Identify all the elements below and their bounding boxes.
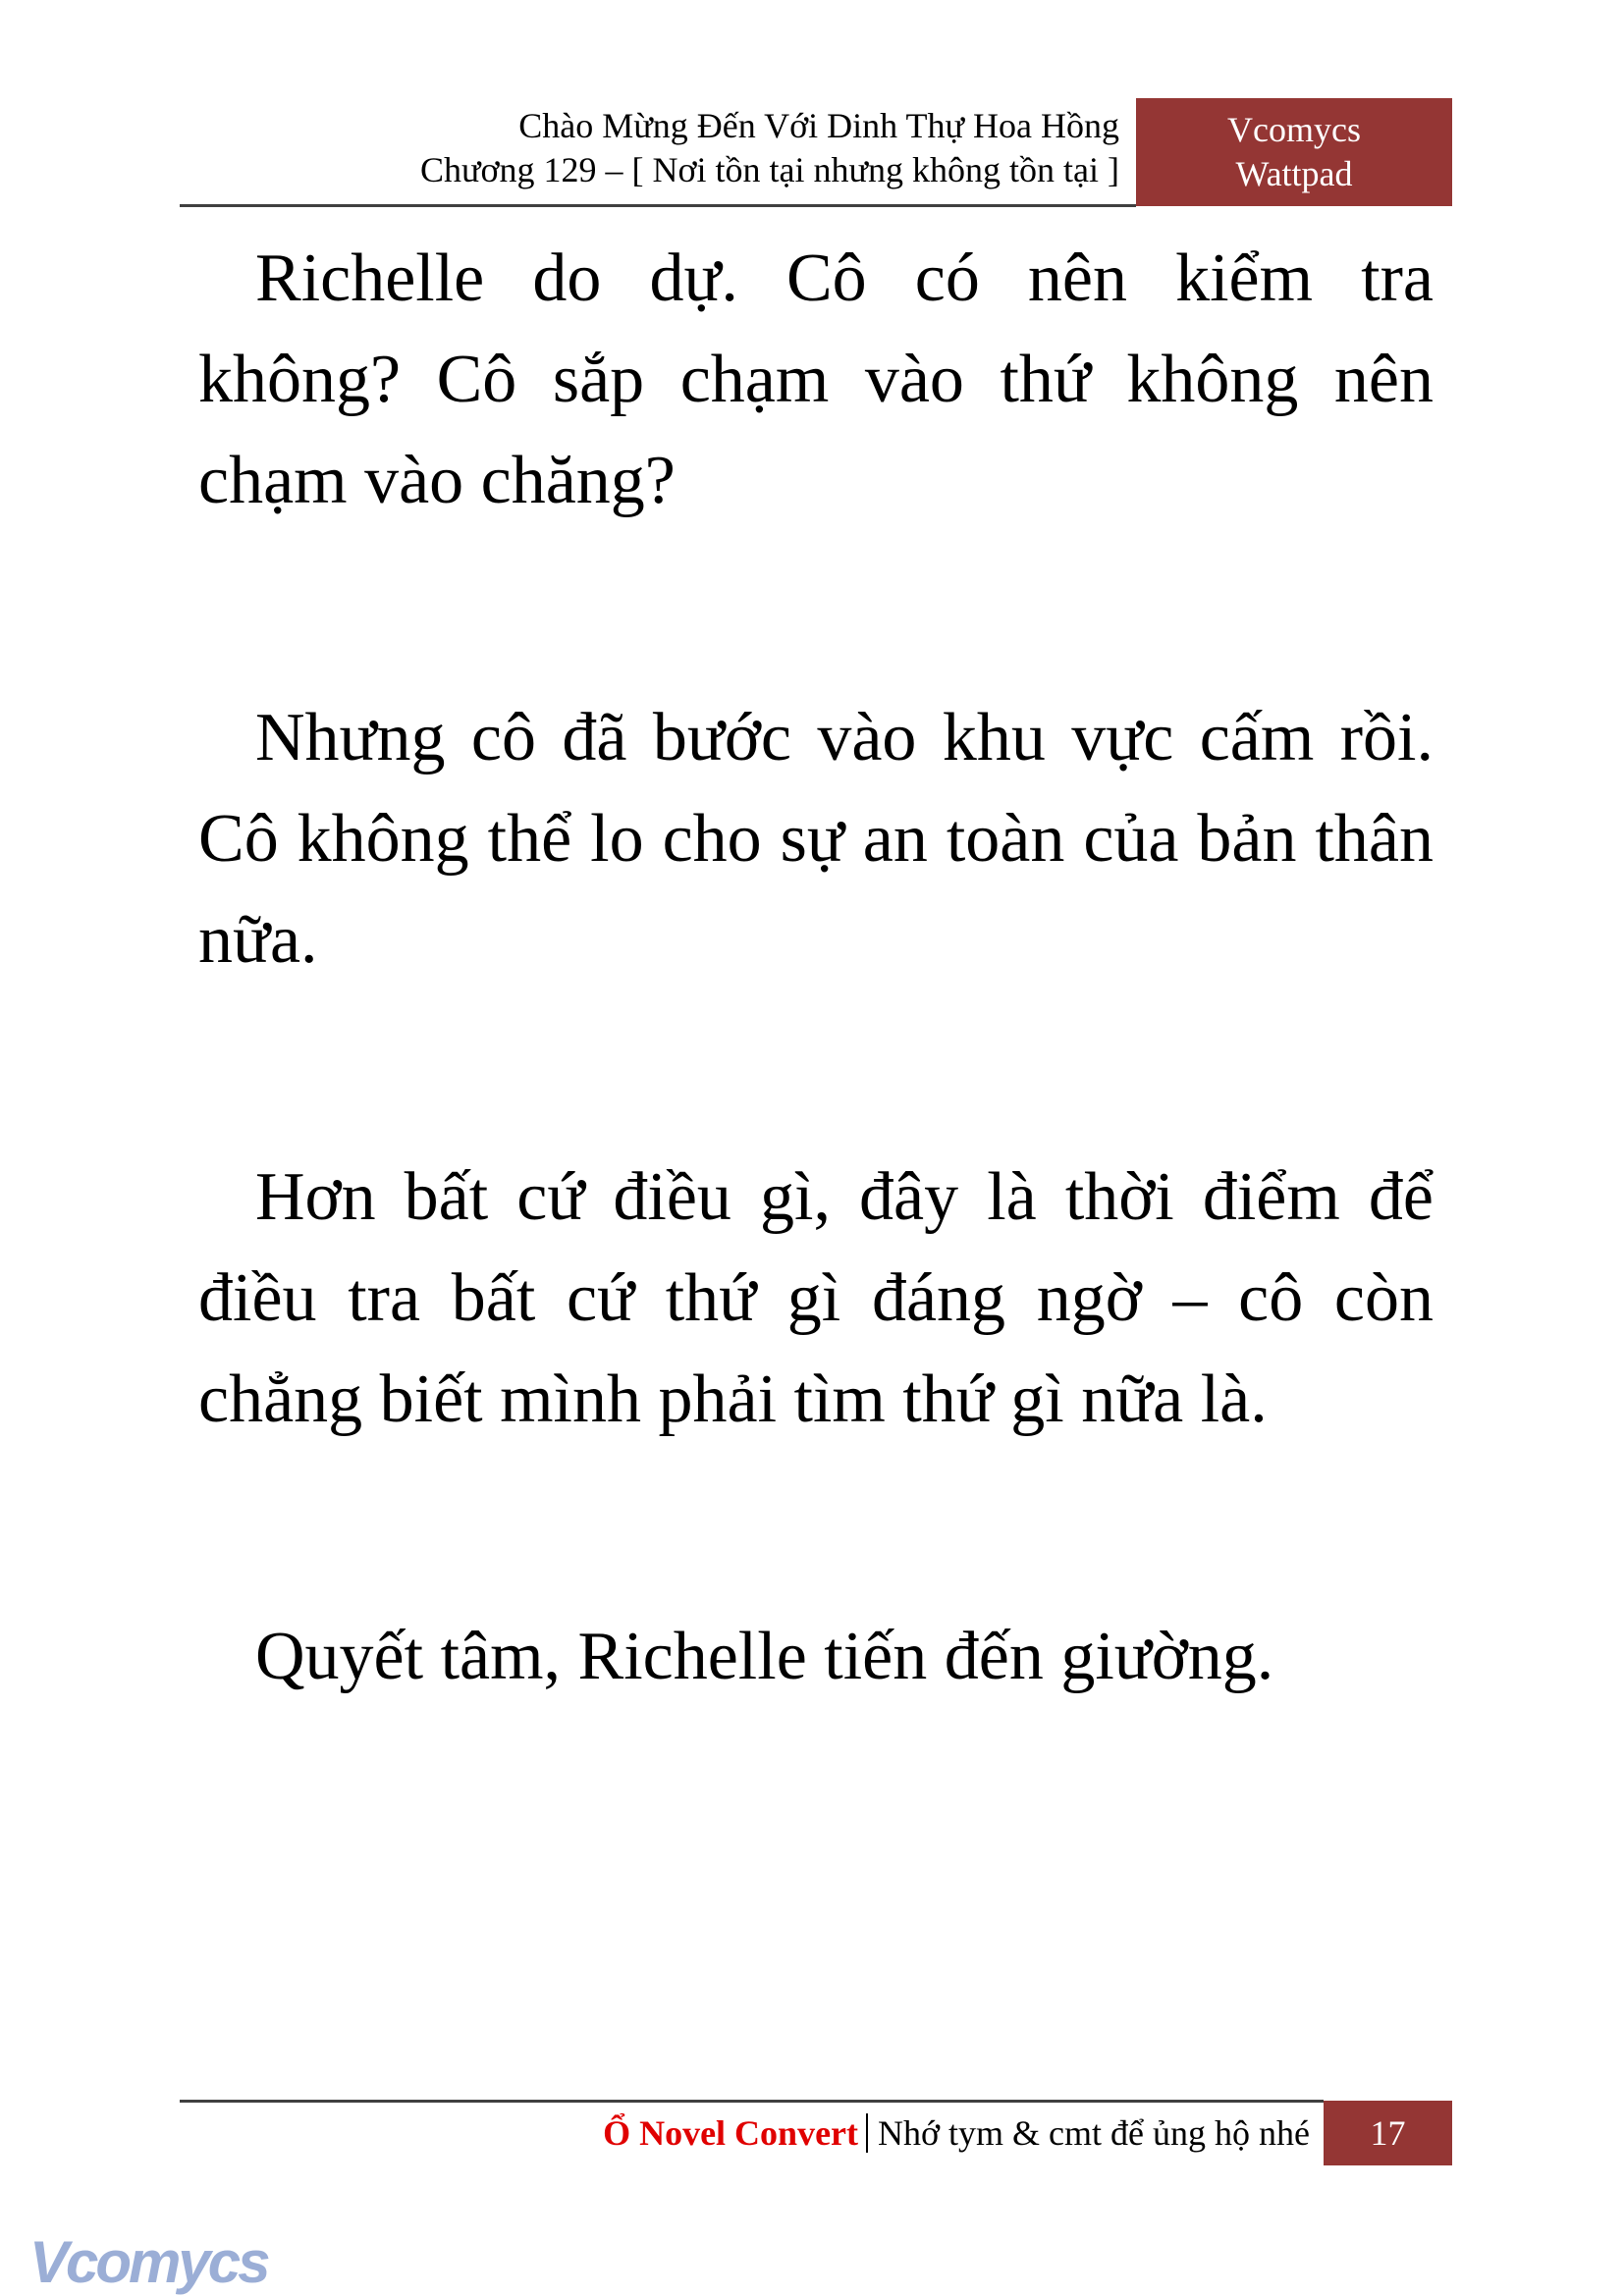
footer-divider: [180, 2100, 1324, 2103]
header-divider: [180, 204, 1136, 207]
page-content: [198, 228, 1434, 1863]
paragraph: Quyết tâm, Richelle tiến đến giường.: [255, 1619, 1274, 1694]
page-number: 17: [1324, 2101, 1452, 2165]
paragraph: Nhưng cô đã bước vào khu vực cấm rồi. Cô không thể lo cho sự an toàn của bản thân nữa.: [198, 700, 1434, 978]
footer-separator: [866, 2113, 868, 2153]
chapter-title: Chương 129 – [ Nơi tồn tại nhưng không tồn tại ]: [419, 150, 1119, 189]
header-badge: [1136, 98, 1452, 206]
logo-text: Vcomycs: [29, 2229, 268, 2295]
footer-text: [603, 2110, 1310, 2156]
footer-brand: Ổ Novel Convert: [603, 2113, 859, 2153]
paragraph: Hơn bất cứ điều gì, đây là thời điểm để điều tra bất cứ thứ gì đáng ngờ – cô còn chẳng biết mình phải tìm thứ gì nữa là.: [198, 1159, 1434, 1437]
book-title: Chào Mừng Đến Với Dinh Thự Hoa Hồng: [518, 106, 1119, 145]
footer-message: Nhớ tym & cmt để ủng hộ nhé: [878, 2113, 1310, 2153]
badge-line-2: Wattpad: [1235, 154, 1353, 193]
header-text: [420, 104, 1119, 192]
vcomycs-logo: [29, 2228, 268, 2296]
paragraph: Richelle do dự. Cô có nên kiểm tra không? Cô sắp chạm vào thứ không nên chạm vào chăng?: [198, 240, 1434, 518]
badge-line-1: Vcomycs: [1227, 110, 1361, 149]
